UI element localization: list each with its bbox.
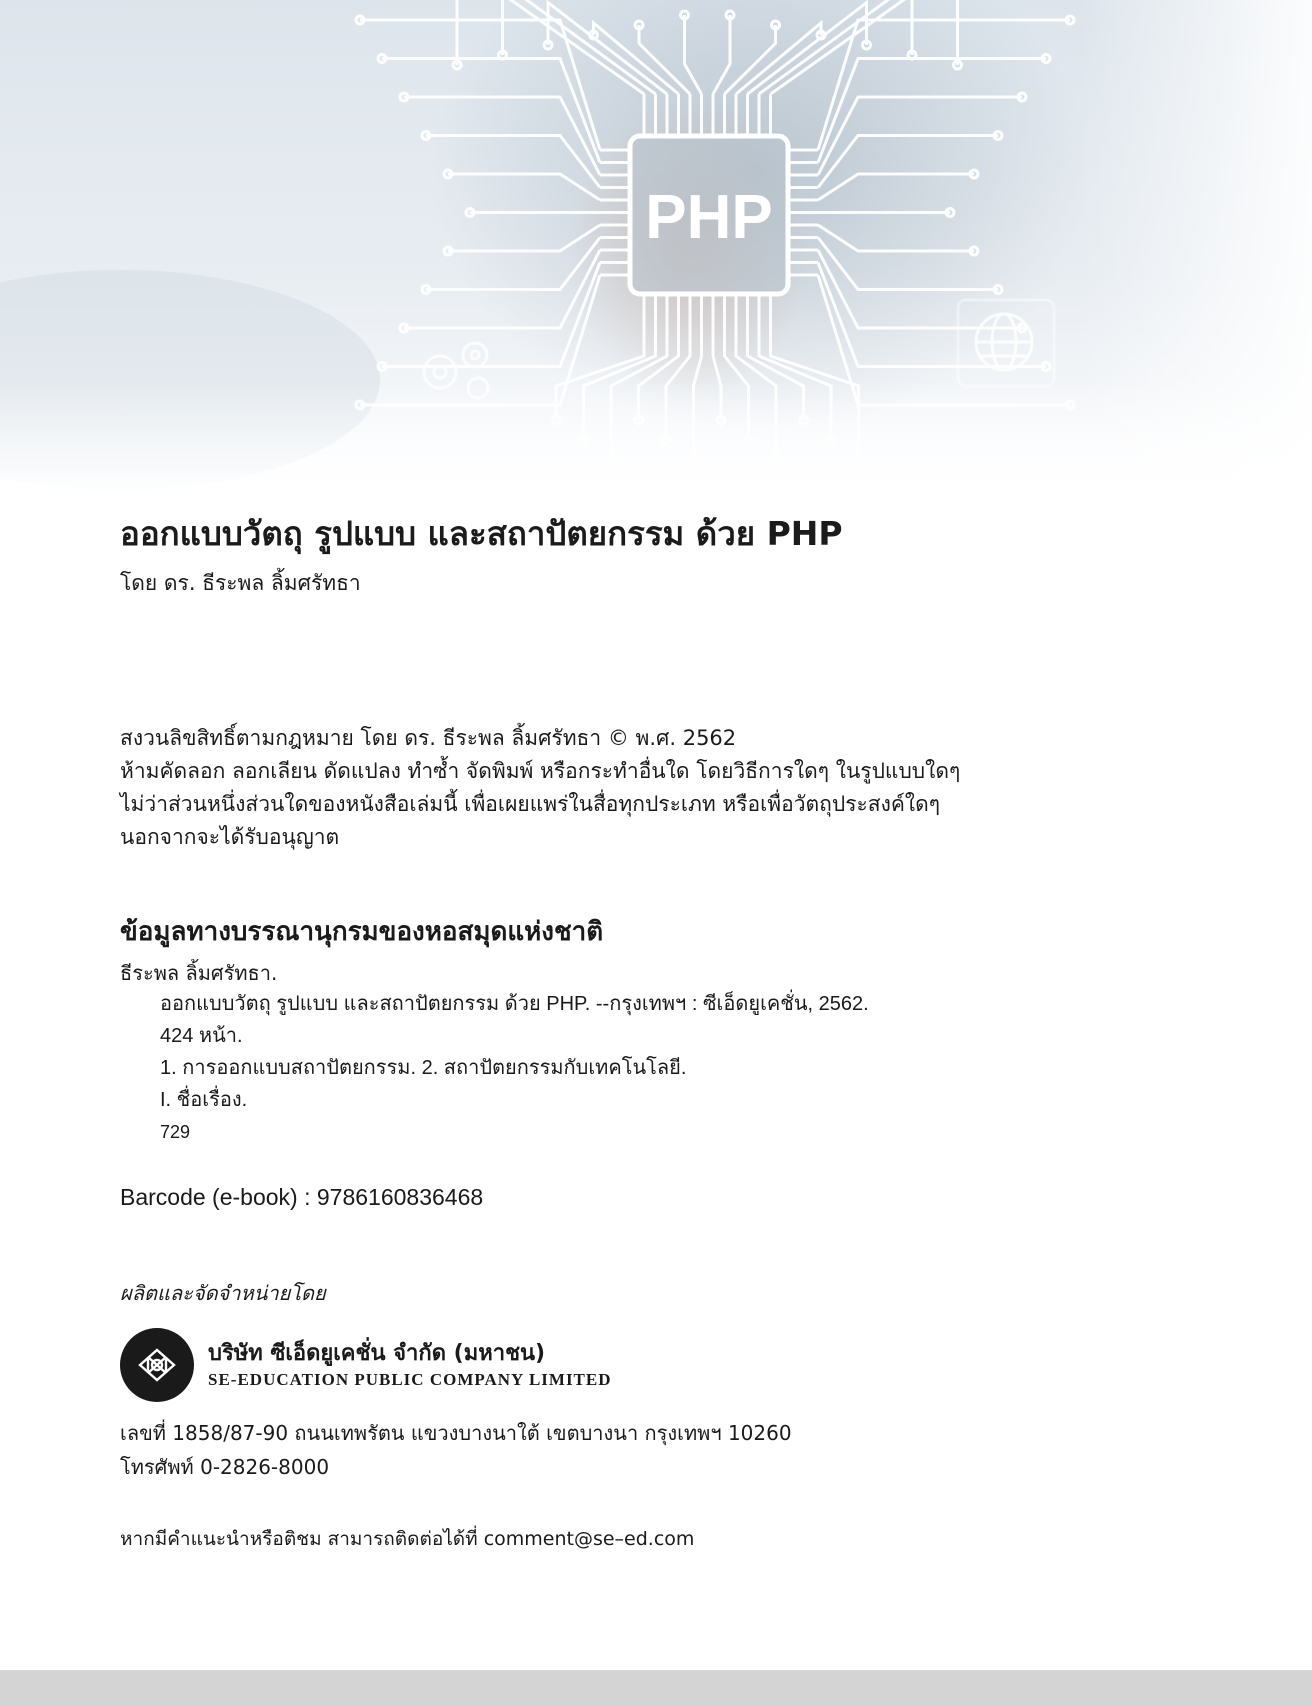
cover-image xyxy=(0,0,1312,500)
company-name-thai: บริษัท ซีเอ็ดยูเคชั่น จำกัด (มหาชน) xyxy=(208,1341,546,1366)
cip-entry: 424 หน้า. xyxy=(160,1025,243,1047)
book-author: โดย ดร. ธีระพล ลิ้มศรัทธา xyxy=(120,571,361,595)
copyright-line: นอกจากจะได้รับอนุญาต xyxy=(120,825,340,849)
copyright-notice xyxy=(120,722,1200,854)
php-chip xyxy=(630,136,788,294)
phone-line: โทรศัพท์ 0-2826-8000 xyxy=(120,1455,330,1479)
barcode-line: Barcode (e-book) : 9786160836468 xyxy=(120,1184,484,1210)
cip-classification: 729 xyxy=(160,1122,191,1142)
se-ed-logo-icon xyxy=(120,1328,194,1402)
cip-entry: I. ชื่อเรื่อง. xyxy=(160,1089,248,1111)
copyright-line: ห้ามคัดลอก ลอกเลียน ดัดแปลง ทำซ้ำ จัดพิมพ์ หรือกระทำอื่นใด โดยวิธีการใดๆ ในรูปแบบใดๆ xyxy=(120,759,961,783)
copyright-line: ไม่ว่าส่วนหนึ่งส่วนใดของหนังสือเล่มนี้ เพื่อเผยแพร่ในสื่อทุกประเภท หรือเพื่อวัตถุประสงค์ใดๆ xyxy=(120,792,941,816)
cip-entry: ออกแบบวัตถุ รูปแบบ และสถาปัตยกรรม ด้วย PHP. --กรุงเทพฯ : ซีเอ็ดยูเคชั่น, 2562. xyxy=(160,993,869,1015)
feedback-contact: หากมีคำแนะนำหรือติชม สามารถติดต่อได้ที่ comment@se–ed.com xyxy=(120,1528,695,1550)
producer-label: ผลิตและจัดจำหน่ายโดย xyxy=(120,1281,326,1305)
address-line: เลขที่ 1858/87-90 ถนนเทพรัตน แขวงบางนาใต้ เขตบางนา กรุงเทพฯ 10260 xyxy=(120,1421,792,1445)
colophon-content xyxy=(120,508,1200,1554)
cip-entry: 1. การออกแบบสถาปัตยกรรม. 2. สถาปัตยกรรมกับเทคโนโลยี. xyxy=(160,1057,687,1079)
page-footer-bar xyxy=(0,1670,1312,1706)
company-name-english: SE-EDUCATION PUBLIC COMPANY LIMITED xyxy=(208,1370,612,1389)
cip-author: ธีระพล ลิ้มศรัทธา. xyxy=(120,961,278,985)
publisher-block xyxy=(120,1328,1200,1402)
php-circuit-illustration xyxy=(0,0,1312,500)
publisher-address xyxy=(120,1416,1200,1484)
php-chip-label: PHP xyxy=(645,183,773,252)
cip-heading: ข้อมูลทางบรรณานุกรมของหอสมุดแห่งชาติ xyxy=(120,917,604,947)
copyright-line: สงวนลิขสิทธิ์ตามกฎหมาย โดย ดร. ธีระพล ลิ้มศรัทธา © พ.ศ. 2562 xyxy=(120,726,737,750)
book-title: ออกแบบวัตถุ รูปแบบ และสถาปัตยกรรม ด้วย PHP xyxy=(120,514,843,553)
cip-entries xyxy=(160,988,1200,1148)
